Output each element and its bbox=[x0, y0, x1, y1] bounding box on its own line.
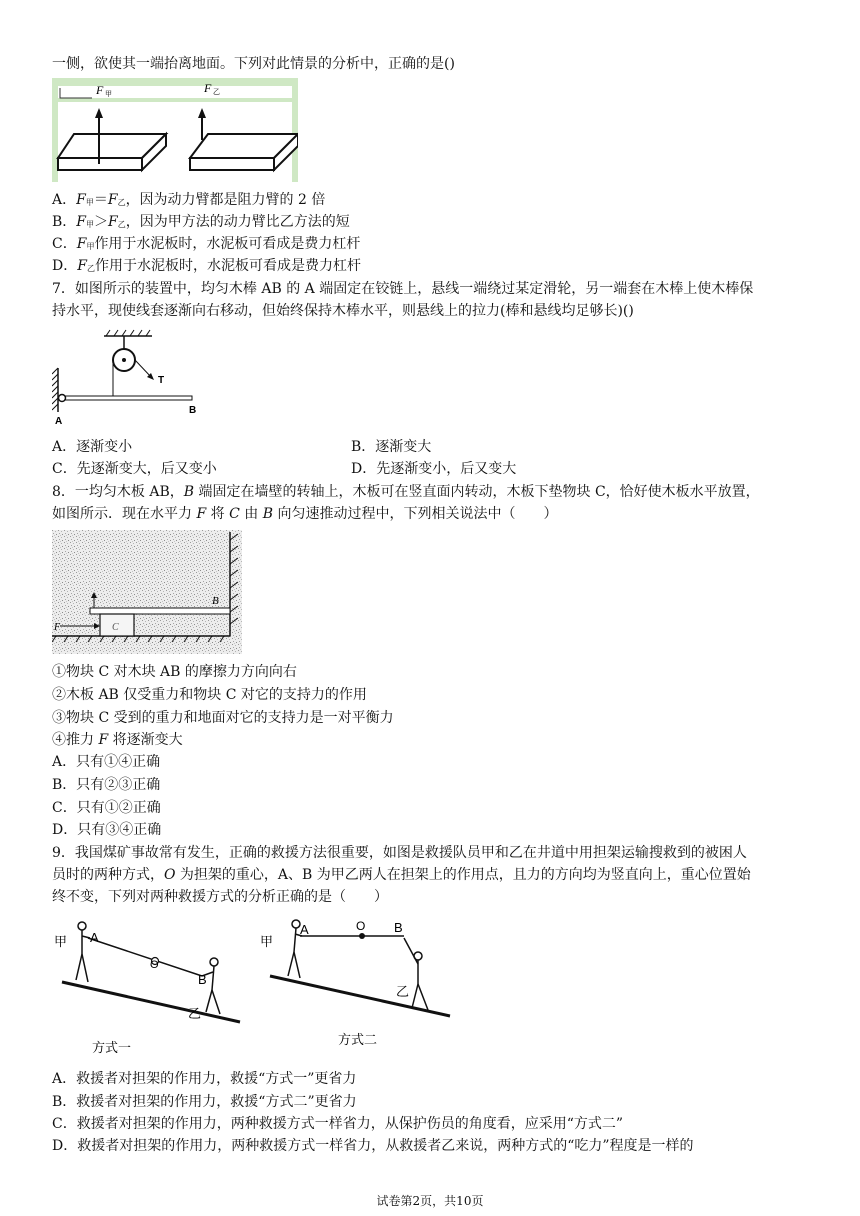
q8-fig-label-c: C bbox=[112, 622, 119, 633]
q9-fig1-o: O bbox=[150, 959, 159, 971]
q9-figure-method1 bbox=[52, 918, 246, 1056]
q8-figure bbox=[52, 530, 242, 654]
q9-fig1-yi: 乙 bbox=[188, 1007, 202, 1022]
q7-option-b: B．逐渐变大 bbox=[351, 439, 432, 455]
q7-fig-label-t: T bbox=[158, 375, 165, 386]
q6-fig-label-jia-sub: 甲 bbox=[105, 90, 112, 98]
q9-option-d: D．救援者对担架的作用力，两种救援方式一样省力，从救援者乙来说，两种方式的“吃力”程度是一样的 bbox=[52, 1138, 694, 1154]
q8-fig-label-f: F bbox=[54, 622, 61, 633]
q6-option-d: D．F乙作用于水泥板时，水泥板可看成是费力杠杆 bbox=[52, 258, 361, 274]
q7-option-c: C．先逐渐变大，后又变小 bbox=[52, 461, 217, 477]
page-footer: 试卷第2页，共10页 bbox=[376, 1194, 484, 1208]
q9-fig1-caption: 方式一 bbox=[92, 1041, 132, 1056]
q8-stem-line2: 如图所示．现在水平力 F 将 C 由 B 向匀速推动过程中，下列相关说法中（ ） bbox=[52, 506, 558, 522]
q6-figure bbox=[52, 78, 298, 182]
q8-option-a: A．只有①④正确 bbox=[52, 754, 161, 770]
q7-option-d: D．先逐渐变小，后又变大 bbox=[351, 461, 517, 477]
q9-figure-method2 bbox=[258, 918, 454, 1048]
q9-fig2-yi: 乙 bbox=[396, 985, 410, 1000]
q9-stem-line3: 终不变，下列对两种救援方式的分析正确的是（ ） bbox=[52, 889, 388, 905]
q9-fig2-jia: 甲 bbox=[260, 935, 274, 950]
q7-stem-line2: 持水平，现使线套逐渐向右移动，但始终保持木棒水平，则悬线上的拉力(棒和悬线均足够长)() bbox=[52, 303, 634, 319]
q9-option-a: A．救援者对担架的作用力，救援“方式一”更省力 bbox=[52, 1071, 357, 1087]
q9-fig2-caption: 方式二 bbox=[338, 1033, 378, 1048]
q8-statement-4: ④推力 F 将逐渐变大 bbox=[52, 732, 183, 748]
q8-statement-1: ①物块 C 对木块 AB 的摩擦力方向向右 bbox=[52, 664, 297, 680]
q7-stem-line1: 7．如图所示的装置中，均匀木棒 AB 的 A 端固定在铰链上，悬线一端绕过某定滑轮，另一端套在木棒上使木棒保 bbox=[52, 281, 754, 297]
q7-option-a: A．逐渐变小 bbox=[52, 439, 133, 455]
q8-option-c: C．只有①②正确 bbox=[52, 800, 161, 816]
q8-statement-2: ②木板 AB 仅受重力和物块 C 对它的支持力的作用 bbox=[52, 687, 367, 703]
q6-fig-label-jia: F bbox=[96, 83, 104, 97]
q8-option-b: B．只有②③正确 bbox=[52, 777, 161, 793]
q9-fig1-a: A bbox=[90, 930, 99, 945]
q9-fig2-o: O bbox=[356, 919, 366, 933]
q9-stem-line2: 员时的两种方式，O 为担架的重心，A、B 为甲乙两人在担架上的作用点，且力的方向均为竖直向上，重心位置始 bbox=[52, 867, 751, 883]
q7-fig-label-a: A bbox=[55, 416, 63, 426]
q9-fig1-b: B bbox=[198, 972, 207, 987]
q6-fig-label-yi-sub: 乙 bbox=[213, 88, 220, 96]
q6-option-c: C．F甲作用于水泥板时，水泥板可看成是费力杠杆 bbox=[52, 236, 361, 252]
q6-option-b: B．F甲＞F乙，因为甲方法的动力臂比乙方法的短 bbox=[52, 214, 350, 230]
q9-fig2-a: A bbox=[300, 922, 309, 937]
q9-option-c: C．救援者对担架的作用力，两种救援方式一样省力，从保护伤员的角度看，应采用“方式二” bbox=[52, 1116, 624, 1132]
q6-option-a: A．F甲＝F乙，因为动力臂都是阻力臂的 2 倍 bbox=[52, 192, 326, 208]
q8-stem-line1: 8．一均匀木板 AB，B 端固定在墙壁的转轴上，木板可在竖直面内转动，木板下垫物块 C，恰好使木板水平放置， bbox=[52, 484, 760, 500]
q7-figure bbox=[52, 328, 212, 426]
q9-fig2-b: B bbox=[394, 920, 403, 935]
q7-fig-label-b: B bbox=[189, 405, 197, 416]
q6-fig-label-yi: F bbox=[204, 81, 212, 95]
q9-option-b: B．救援者对担架的作用力，救援“方式二”更省力 bbox=[52, 1094, 357, 1110]
q6-stem-tail: 一侧，欲使其一端抬离地面。下列对此情景的分析中，正确的是() bbox=[52, 56, 455, 72]
q8-option-d: D．只有③④正确 bbox=[52, 822, 162, 838]
q8-fig-label-b: B bbox=[212, 595, 219, 607]
q9-stem-line1: 9．我国煤矿事故常有发生，正确的救援方法很重要，如图是救援队员甲和乙在井道中用担架运输搜救到的被困人 bbox=[52, 845, 747, 861]
q8-statement-3: ③物块 C 受到的重力和地面对它的支持力是一对平衡力 bbox=[52, 710, 394, 726]
q9-fig1-jia: 甲 bbox=[54, 935, 68, 950]
